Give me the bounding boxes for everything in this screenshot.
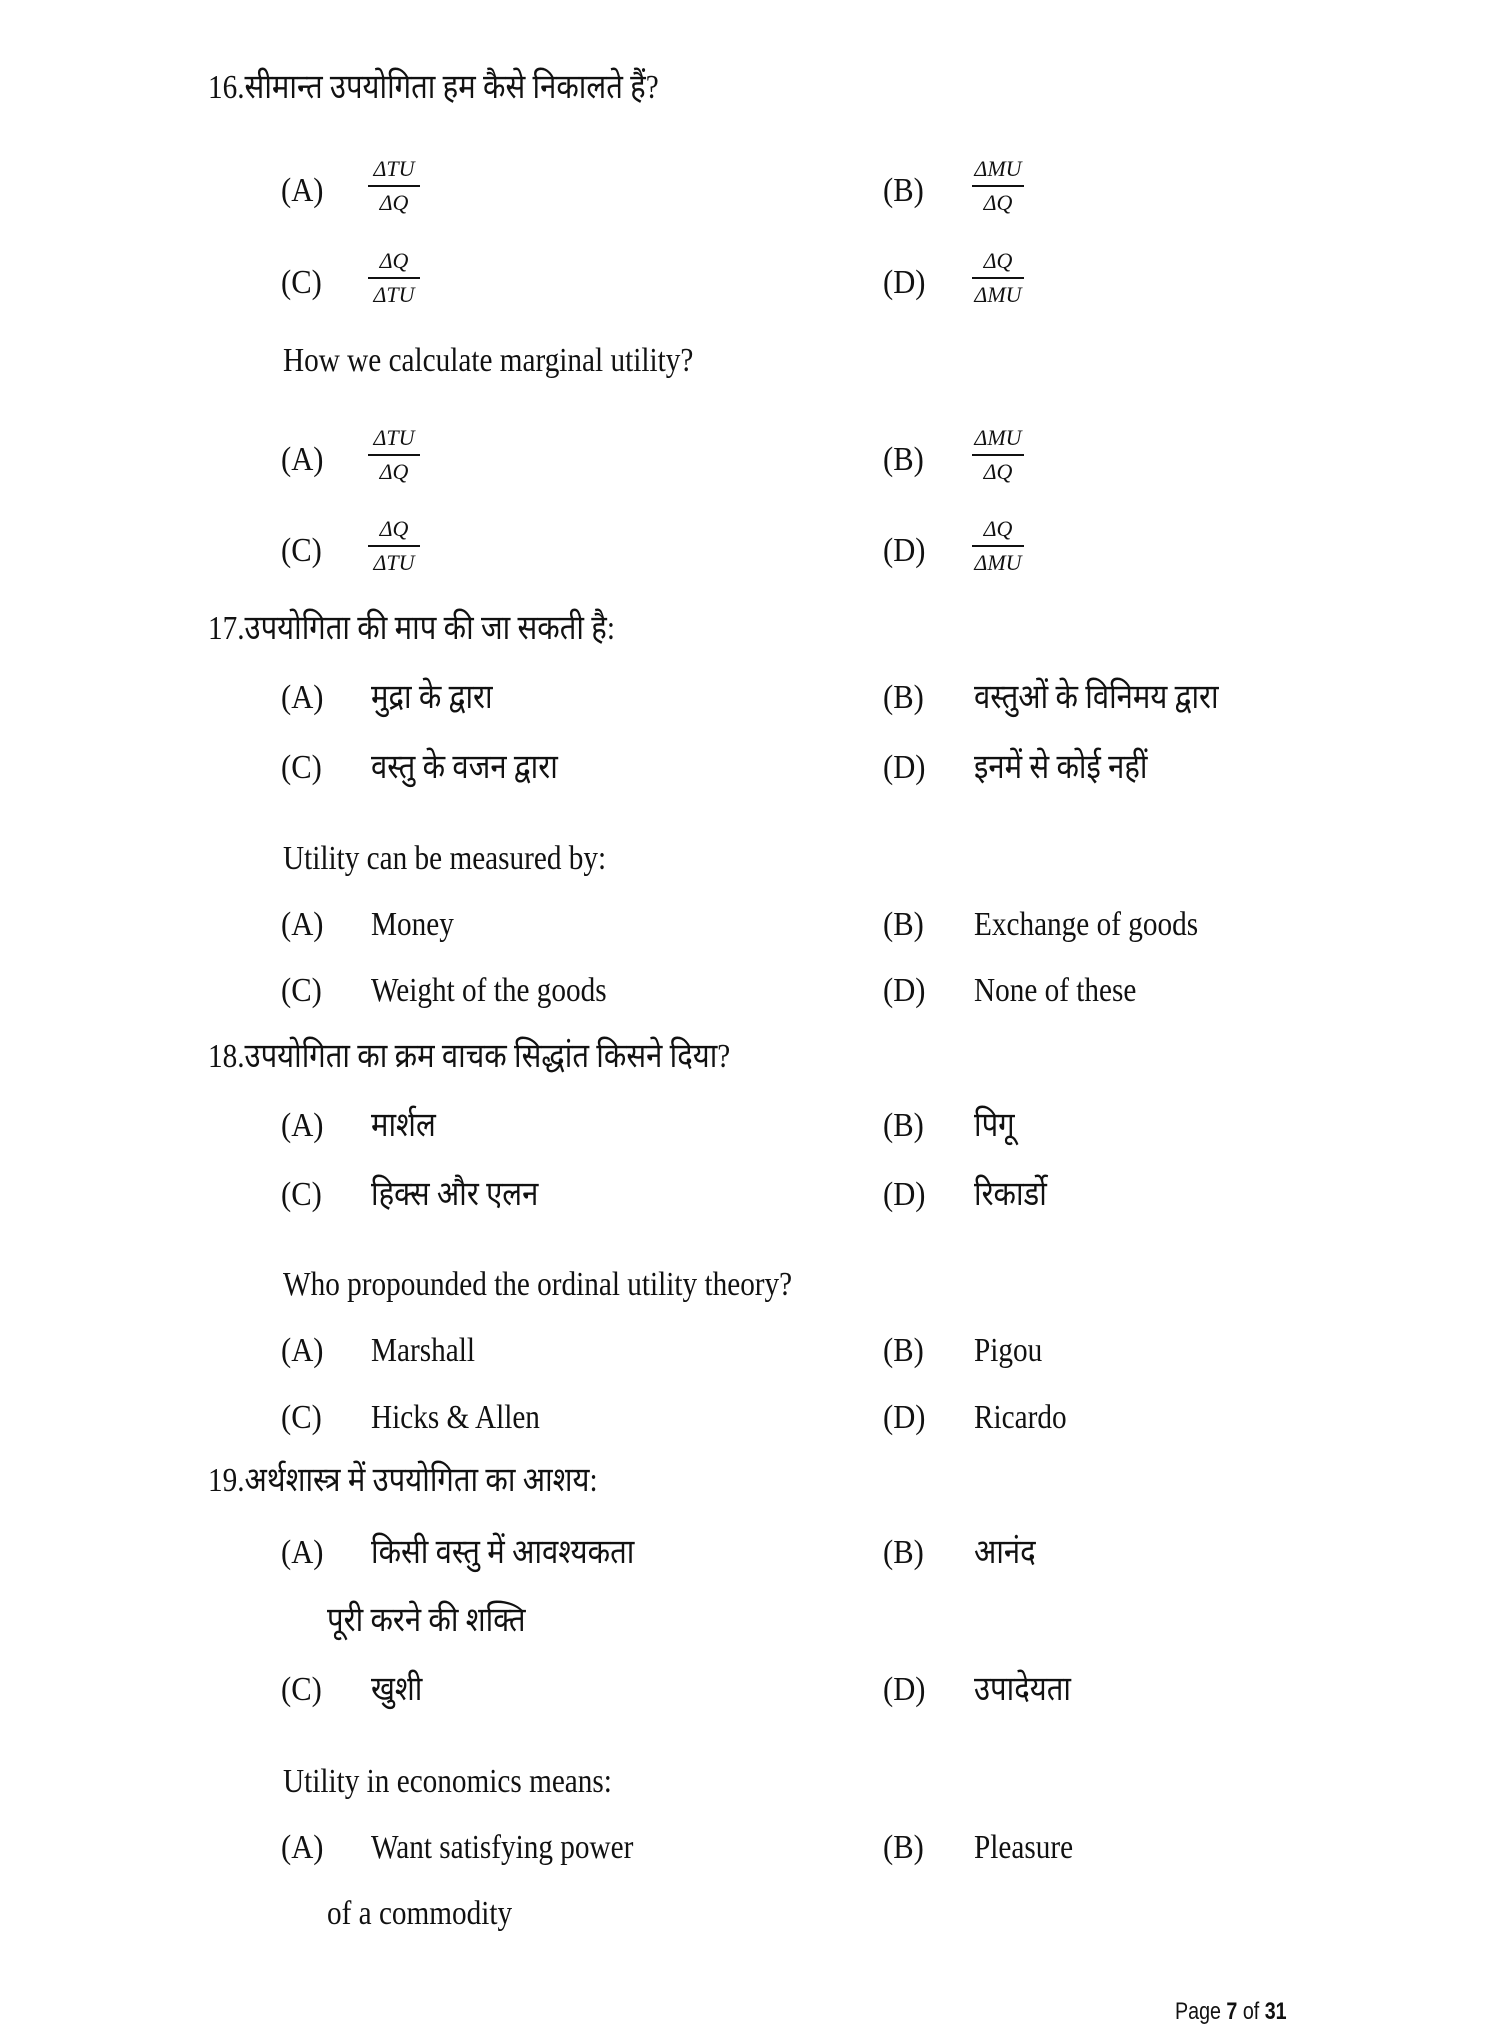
option-text-c: खुशी: [371, 1671, 423, 1708]
option-text-b: पिगू: [974, 1107, 1015, 1144]
option-label-b: (B): [883, 1332, 924, 1369]
option-label-b: (B): [883, 441, 924, 478]
question-16-hindi: 16.सीमान्त उपयोगिता हम कैसे निकालते हैं?: [208, 69, 659, 106]
option-label-b: (B): [883, 906, 924, 943]
option-label-d: (D): [883, 264, 926, 301]
fraction-option-b: ΔMU ΔQ: [972, 156, 1024, 216]
option-text-a: किसी वस्तु में आवश्यकता: [371, 1534, 635, 1571]
question-19-english: Utility in economics means:: [283, 1763, 612, 1800]
option-label-b: (B): [883, 172, 924, 209]
question-17-hindi: 17.उपयोगिता की माप की जा सकती है:: [208, 610, 615, 647]
option-text-b: वस्तुओं के विनिमय द्वारा: [974, 679, 1219, 716]
option-label-a: (A): [281, 1534, 324, 1571]
option-label-a: (A): [281, 906, 324, 943]
option-text-b: आनंद: [974, 1534, 1036, 1571]
option-text-c: Hicks & Allen: [371, 1399, 540, 1436]
option-label-a: (A): [281, 1829, 324, 1866]
option-label-b: (B): [883, 1107, 924, 1144]
page-number: Page 7 of 31: [1175, 1998, 1287, 2025]
option-label-a: (A): [281, 679, 324, 716]
question-16-english: How we calculate marginal utility?: [283, 342, 694, 379]
option-label-d: (D): [883, 1399, 926, 1436]
option-label-d: (D): [883, 972, 926, 1009]
option-label-a: (A): [281, 172, 324, 209]
option-text-a-continued: पूरी करने की शक्ति: [327, 1602, 526, 1639]
option-label-c: (C): [281, 972, 322, 1009]
option-label-c: (C): [281, 1671, 322, 1708]
option-text-a: मार्शल: [371, 1107, 436, 1144]
fraction-option-d: ΔQ ΔMU: [972, 516, 1024, 576]
option-label-a: (A): [281, 1107, 324, 1144]
option-text-b: Pleasure: [974, 1829, 1074, 1866]
question-17-english: Utility can be measured by:: [283, 840, 607, 877]
option-text-b: Pigou: [974, 1332, 1043, 1369]
option-text-c: वस्तु के वजन द्वारा: [371, 749, 558, 786]
option-text-d: Ricardo: [974, 1399, 1067, 1436]
fraction-option-a: ΔTU ΔQ: [368, 425, 420, 485]
option-text-d: उपादेयता: [974, 1671, 1071, 1708]
option-label-d: (D): [883, 532, 926, 569]
fraction-option-d: ΔQ ΔMU: [972, 248, 1024, 308]
option-text-d: रिकार्डो: [974, 1176, 1047, 1213]
option-text-a: Marshall: [371, 1332, 475, 1369]
option-label-c: (C): [281, 532, 322, 569]
question-18-hindi: 18.उपयोगिता का क्रम वाचक सिद्धांत किसने दिया?: [208, 1038, 731, 1075]
option-text-a: Want satisfying power: [371, 1829, 634, 1866]
fraction-option-b: ΔMU ΔQ: [972, 425, 1024, 485]
option-text-d: None of these: [974, 972, 1137, 1009]
fraction-option-c: ΔQ ΔTU: [368, 516, 420, 576]
fraction-option-a: ΔTU ΔQ: [368, 156, 420, 216]
option-label-b: (B): [883, 679, 924, 716]
option-text-d: इनमें से कोई नहीं: [974, 749, 1148, 786]
option-label-c: (C): [281, 749, 322, 786]
option-label-b: (B): [883, 1534, 924, 1571]
option-label-a: (A): [281, 441, 324, 478]
fraction-option-c: ΔQ ΔTU: [368, 248, 420, 308]
option-label-a: (A): [281, 1332, 324, 1369]
option-label-b: (B): [883, 1829, 924, 1866]
option-text-a-continued: of a commodity: [327, 1895, 513, 1932]
option-label-c: (C): [281, 264, 322, 301]
option-text-a: मुद्रा के द्वारा: [371, 679, 493, 716]
question-18-english: Who propounded the ordinal utility theory?: [283, 1266, 793, 1303]
option-label-c: (C): [281, 1176, 322, 1213]
option-label-c: (C): [281, 1399, 322, 1436]
option-label-d: (D): [883, 1176, 926, 1213]
option-text-c: Weight of the goods: [371, 972, 607, 1009]
question-19-hindi: 19.अर्थशास्त्र में उपयोगिता का आशय:: [208, 1462, 598, 1499]
option-label-d: (D): [883, 749, 926, 786]
option-text-c: हिक्स और एलन: [371, 1176, 539, 1213]
option-label-d: (D): [883, 1671, 926, 1708]
option-text-b: Exchange of goods: [974, 906, 1199, 943]
option-text-a: Money: [371, 906, 454, 943]
